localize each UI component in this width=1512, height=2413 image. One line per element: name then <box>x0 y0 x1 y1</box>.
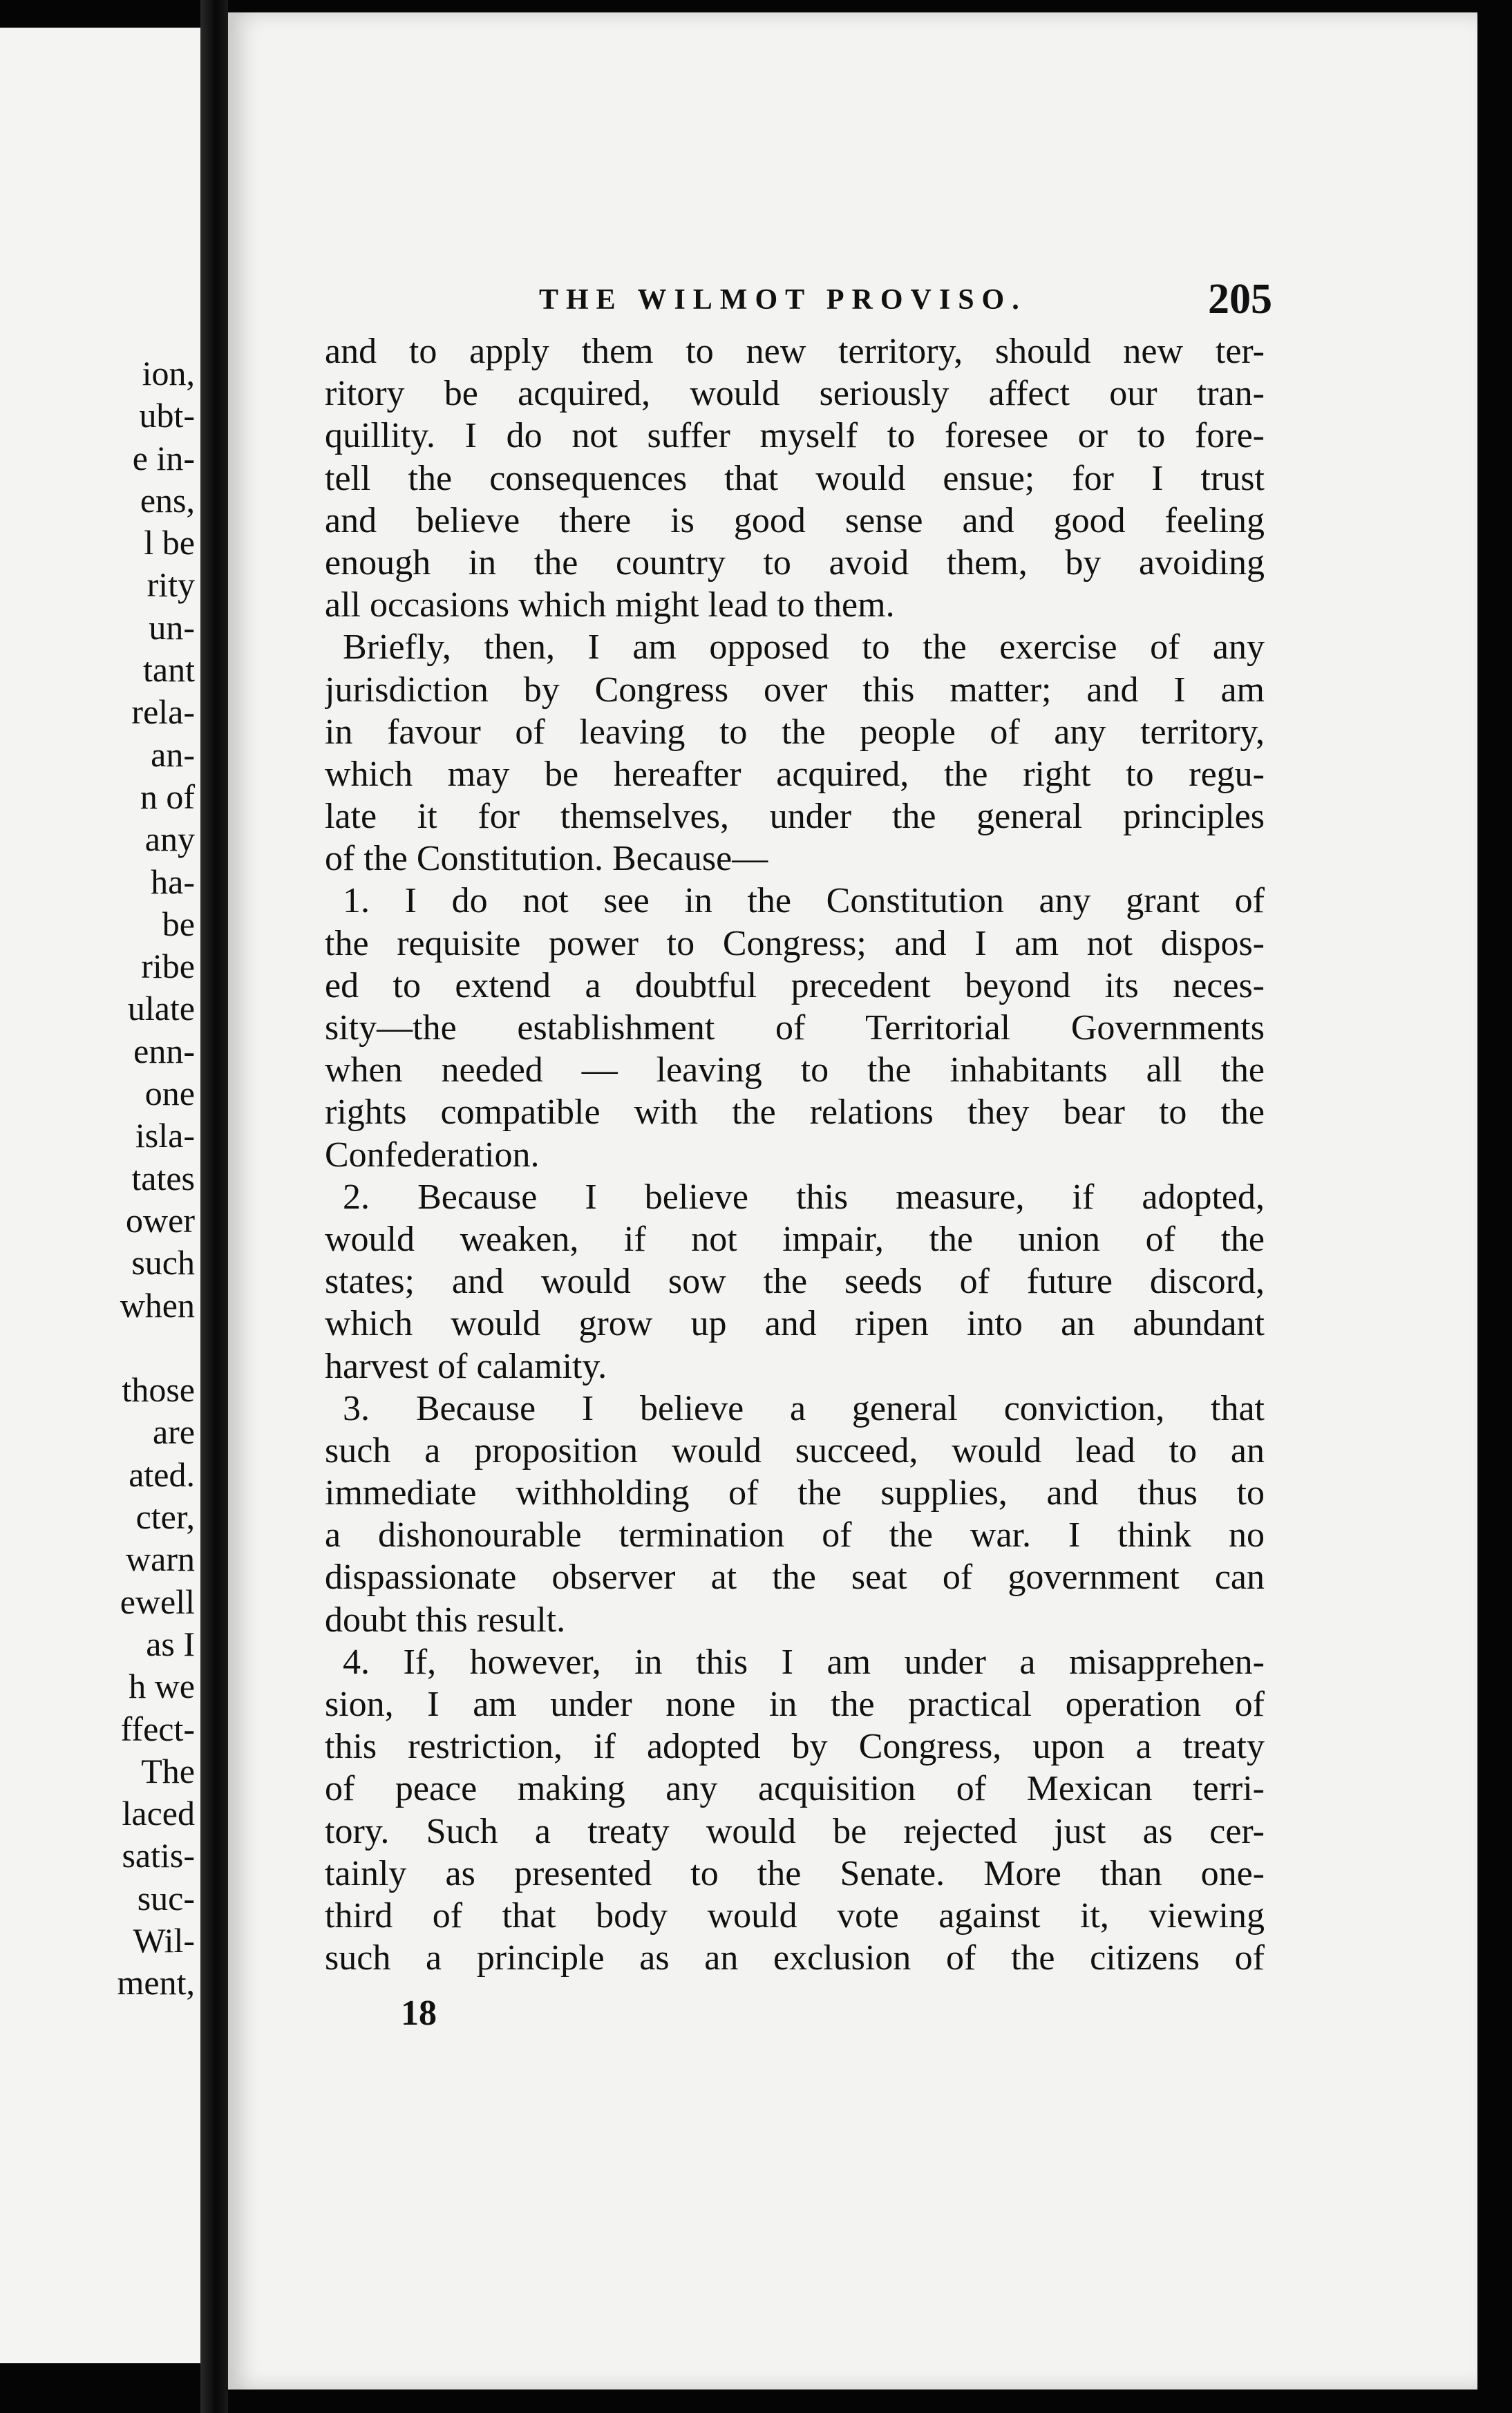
left-page-line: any <box>144 820 195 859</box>
text-line: and to apply them to new territory, should new ter- <box>325 332 1265 371</box>
left-page-line: are <box>152 1412 195 1452</box>
left-page-line: ffect- <box>120 1709 195 1748</box>
left-page-line: e in- <box>132 438 195 477</box>
left-page-line: warn <box>126 1540 195 1579</box>
text-line: enough in the country to avoid them, by avoiding <box>325 542 1265 583</box>
left-page-line: ewell <box>120 1582 195 1621</box>
text-line: immediate withholding of the supplies, and thus to <box>325 1473 1265 1513</box>
left-page-line: satis- <box>122 1836 195 1875</box>
text-line: ritory be acquired, would seriously affect our tran- <box>325 374 1265 414</box>
text-line: dispassionate observer at the seat of government can <box>325 1558 1265 1598</box>
book-gutter <box>200 0 228 2413</box>
text-line: 1. I do not see in the Constitution any grant of <box>343 881 1265 921</box>
left-page-line: rela- <box>131 692 195 732</box>
left-page-line <box>117 1327 195 1369</box>
left-page-line: as I <box>146 1624 195 1663</box>
text-line: which may be hereafter acquired, the right to regu- <box>325 754 1265 794</box>
text-line: the requisite power to Congress; and I am not dispos- <box>325 923 1265 963</box>
left-page-line: those <box>122 1370 195 1410</box>
left-page-line: ion, <box>142 354 195 392</box>
text-line: a dishonourable termination of the war. I think no <box>325 1515 1265 1555</box>
signature-mark: 18 <box>401 1994 437 2033</box>
text-line: tell the consequences that would ensue; for I trust <box>325 458 1265 498</box>
text-line: rights compatible with the relations they bear to the <box>325 1092 1265 1133</box>
left-page-line: The <box>141 1751 195 1790</box>
left-page-line: one <box>144 1074 195 1113</box>
text-line: which would grow up and ripen into an abundant <box>325 1304 1265 1344</box>
text-line: such a principle as an exclusion of the citizens of <box>325 1938 1265 1978</box>
text-line: late it for themselves, under the general principles <box>325 797 1265 837</box>
left-page-line: ha- <box>151 862 195 901</box>
left-page-line: isla- <box>135 1116 195 1155</box>
page-number: 205 <box>1208 276 1272 323</box>
left-page-line: h we <box>129 1667 195 1706</box>
left-page-line: ens, <box>140 480 195 520</box>
left-page-line: ribe <box>141 947 195 986</box>
left-page-text <box>117 352 195 2005</box>
left-page <box>0 28 200 2363</box>
running-head: THE WILMOT PROVISO. <box>539 284 1027 316</box>
left-page-line: cter, <box>135 1497 195 1537</box>
text-line: quillity. I do not suffer myself to foresee or to fore- <box>325 416 1265 456</box>
text-line: when needed — leaving to the inhabitants all the <box>325 1050 1265 1090</box>
text-line: and believe there is good sense and good feeling <box>325 500 1265 540</box>
text-line: Briefly, then, I am opposed to the exercise of any <box>343 627 1265 668</box>
text-line: Confederation. <box>325 1135 540 1175</box>
text-line: this restriction, if adopted by Congress, upon a treaty <box>325 1727 1265 1767</box>
text-line: 4. If, however, in this I am under a misapprehen- <box>343 1642 1265 1682</box>
text-line: ed to extend a doubtful precedent beyond its neces- <box>325 965 1265 1005</box>
left-page-line: an- <box>151 735 195 774</box>
text-line: tainly as presented to the Senate. More than one- <box>325 1853 1265 1893</box>
text-line: harvest of calamity. <box>325 1346 607 1386</box>
left-page-line: n of <box>140 777 195 816</box>
text-line: of peace making any acquisition of Mexican terri- <box>325 1769 1265 1809</box>
text-line: would weaken, if not impair, the union of the <box>325 1219 1265 1259</box>
text-line: all occasions which might lead to them. <box>325 585 895 625</box>
left-page-line: such <box>131 1243 195 1283</box>
text-line: states; and would sow the seeds of future discord, <box>325 1262 1265 1302</box>
left-page-line: ubt- <box>139 396 195 435</box>
text-line: third of that body would vote against it, viewing <box>325 1895 1265 1936</box>
left-page-line: Wil- <box>133 1920 195 1960</box>
text-line: jurisdiction by Congress over this matter; and I am <box>325 670 1265 710</box>
left-page-line: laced <box>122 1794 195 1833</box>
left-page-line: suc- <box>137 1878 195 1918</box>
left-page-line: tates <box>131 1158 195 1198</box>
text-line: 2. Because I believe this measure, if adopted, <box>343 1177 1265 1217</box>
text-line: tory. Such a treaty would be rejected just as cer- <box>325 1811 1265 1851</box>
left-page-line: ment, <box>117 1963 195 2003</box>
left-page-line: ated. <box>129 1455 195 1494</box>
text-line: in favour of leaving to the people of any territory, <box>325 712 1265 752</box>
text-line: 3. Because I believe a general conviction, that <box>343 1388 1265 1428</box>
text-line: of the Constitution. Because— <box>325 839 768 879</box>
left-page-line: ulate <box>127 989 195 1028</box>
left-page-line: enn- <box>133 1031 195 1070</box>
text-line: doubt this result. <box>325 1600 566 1640</box>
left-page-line: l be <box>144 523 195 562</box>
text-line: such a proposition would succeed, would lead to an <box>325 1430 1265 1470</box>
page-body-text <box>325 330 1265 1979</box>
left-page-line: tant <box>143 650 195 690</box>
text-line: sity—the establishment of Territorial Governments <box>325 1008 1265 1048</box>
text-line: sion, I am under none in the practical operation of <box>325 1685 1265 1724</box>
left-page-line: un- <box>149 607 195 647</box>
left-page-line: rity <box>147 565 195 605</box>
left-page-line: be <box>162 904 195 943</box>
left-page-line: when <box>120 1285 195 1325</box>
left-page-line: ower <box>126 1200 195 1240</box>
